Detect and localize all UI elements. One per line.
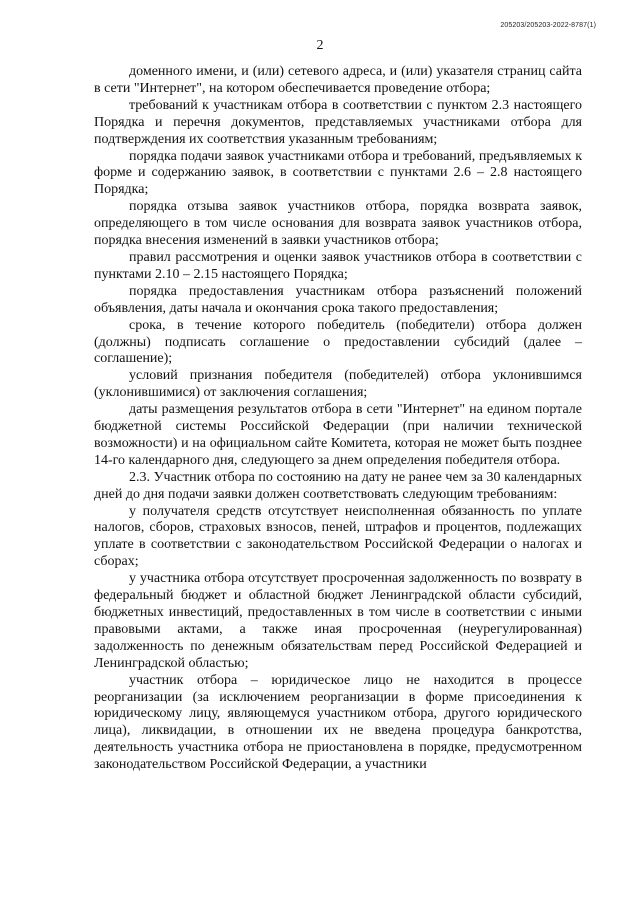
paragraph: требований к участникам отбора в соответствии с пунктом 2.3 настоящего Порядка и перечня документов, представляемых участниками отбора для подтверждения их соответствия указанным требованиям; (94, 97, 582, 147)
paragraph: порядка подачи заявок участниками отбора и требований, предъявляемых к форме и содержанию заявок, в соответствии с пунктами 2.6 – 2.8 настоящего Порядка; (94, 148, 582, 198)
paragraph: у получателя средств отсутствует неисполненная обязанность по уплате налогов, сборов, страховых взносов, пеней, штрафов и процентов, подлежащих уплате в соответствии с законодательством Российской Федерации о налогах и сборах; (94, 503, 582, 570)
paragraph: порядка отзыва заявок участников отбора, порядка возврата заявок, определяющего в том числе основания для возврата заявок участников отбора, порядка внесения изменений в заявки участников отбора; (94, 199, 582, 249)
paragraph: срока, в течение которого победитель (победители) отбора должен (должны) подписать соглашение о предоставлении субсидий (далее – соглашение); (94, 317, 582, 367)
document-body (94, 64, 582, 774)
document-code: 205203/205203-2022-8787(1) (500, 22, 596, 29)
paragraph: даты размещения результатов отбора в сети "Интернет" на едином портале бюджетной системы Российской Федерации (при наличии технической возможности) и на официальном сайте Комитета, которая не может быть позднее 14-го календарного дня, следующего за днем определения победителя отбора. (94, 402, 582, 468)
paragraph: доменного имени, и (или) сетевого адреса, и (или) указателя страниц сайта в сети "Интернет", на котором обеспечивается проведение отбора; (94, 64, 582, 96)
paragraph: условий признания победителя (победителей) отбора уклонившимся (уклонившимися) от заключения соглашения; (94, 368, 582, 401)
page-number: 2 (316, 38, 324, 53)
paragraph: у участника отбора отсутствует просроченная задолженность по возврату в федеральный бюджет и областной бюджет Ленинградской области субсидий, бюджетных инвестиций, предоставленных в том числе в соответствии с иными правовыми актами, а также иная просроченная (неурегулированная) задолженность по денежным обязательствам перед Российской Федерацией и Ленинградской областью; (94, 571, 582, 671)
section-paragraph-2-3: 2.3. Участник отбора по состоянию на дату не ранее чем за 30 календарных дней до дня подачи заявки должен соответствовать следующим требованиям: (94, 469, 582, 502)
paragraph: участник отбора – юридическое лицо не находится в процессе реорганизации (за исключением реорганизации в форме присоединения к юридическому лицу, являющемуся участником отбора, другого юридического лица), ликвидации, в отношении их не введена процедура банкротства, деятельность участника отбора не приостановлена в порядке, предусмотренном законодательством Российской Федерации, а участники (94, 672, 582, 773)
paragraph: порядка предоставления участникам отбора разъяснений положений объявления, даты начала и окончания срока такого предоставления; (94, 283, 582, 316)
paragraph: правил рассмотрения и оценки заявок участников отбора в соответствии с пунктами 2.10 – 2.15 настоящего Порядка; (94, 249, 582, 282)
